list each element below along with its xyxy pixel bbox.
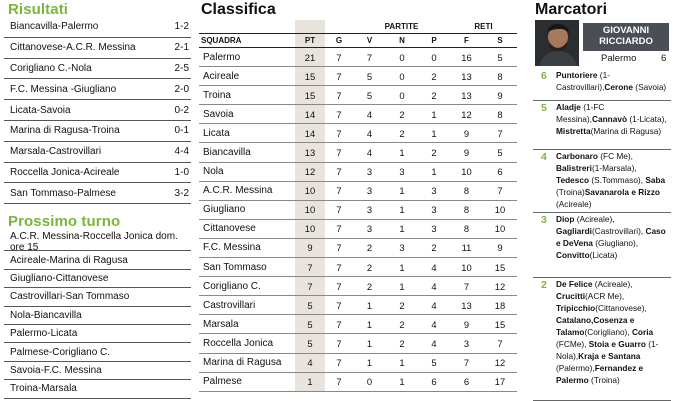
fixture-row	[4, 362, 191, 380]
team-name: Savoia	[199, 105, 295, 124]
team-name: Corigliano C.	[199, 277, 295, 296]
team-name: Castrovillari	[199, 296, 295, 315]
scorer-group	[533, 277, 671, 401]
stat-cell: 7	[325, 334, 353, 353]
results-title: Risultati	[8, 1, 69, 18]
column-header: F	[450, 34, 483, 48]
top-scorer-card	[535, 20, 669, 66]
stat-cell: 3	[353, 162, 386, 181]
scorer-name: Gagliardi	[556, 226, 592, 236]
scorer-name: Stoia e Guarro	[588, 339, 646, 349]
stat-cell: 1	[386, 372, 418, 391]
stat-cell: 7	[325, 277, 353, 296]
table-row	[199, 86, 517, 105]
fixture-row	[4, 288, 191, 306]
column-header: PT	[295, 34, 325, 48]
stat-cell: 7	[325, 258, 353, 277]
stat-cell: 7	[325, 162, 353, 181]
stat-cell: 7	[325, 105, 353, 124]
team-name: Cittanovese	[199, 219, 295, 238]
team-name: San Tommaso	[199, 258, 295, 277]
stat-cell: 12	[483, 277, 517, 296]
result-score: 0-1	[174, 125, 189, 137]
scorer-group-names	[556, 69, 670, 93]
stat-cell: 10	[295, 181, 325, 200]
stat-cell: 7	[295, 258, 325, 277]
stat-cell: 7	[295, 277, 325, 296]
scorers-title: Marcatori	[535, 1, 608, 18]
scorer-name: Mistretta	[556, 126, 591, 136]
standings-header-row	[199, 34, 517, 48]
stat-cell: 3	[386, 238, 418, 257]
scorer-group-names	[556, 150, 670, 210]
result-match: Licata-Savoia	[10, 104, 71, 116]
table-row	[199, 334, 517, 353]
player-photo	[535, 20, 579, 66]
result-score: 2-1	[174, 42, 189, 54]
table-row	[199, 296, 517, 315]
stat-cell: 0	[386, 48, 418, 67]
result-score: 4-4	[174, 146, 189, 158]
team-name: Marsala	[199, 315, 295, 334]
scorer-team: (Acireale)	[556, 199, 592, 209]
stat-cell: 15	[483, 315, 517, 334]
stat-cell: 1	[418, 162, 450, 181]
scorer-team: (Corigliano),	[584, 327, 632, 337]
scorer-team: (S.	[589, 175, 602, 185]
stat-cell: 7	[450, 277, 483, 296]
stat-cell: 15	[483, 258, 517, 277]
scorer-name: Saba	[645, 175, 666, 185]
stat-cell: 10	[295, 200, 325, 219]
stat-cell: 7	[325, 315, 353, 334]
stat-cell: 7	[325, 143, 353, 162]
team-name: Palmese	[199, 372, 295, 391]
stat-cell: 9	[450, 315, 483, 334]
scorer-group	[533, 100, 671, 150]
stat-cell: 12	[483, 353, 517, 372]
scorer-team: (Acireale),	[574, 214, 615, 224]
reti-group-header: RETI	[450, 20, 517, 34]
team-name: A.C.R. Messina	[199, 181, 295, 200]
stat-cell: 1	[386, 181, 418, 200]
stat-cell: 1	[353, 353, 386, 372]
scorer-name: Cosenza e Talamo	[556, 315, 635, 337]
scorer-name: Tripicchio	[556, 303, 596, 313]
fixture-row	[4, 270, 191, 288]
stat-cell: 5	[483, 143, 517, 162]
result-row	[4, 121, 191, 142]
stat-cell: 17	[483, 372, 517, 391]
stat-cell: 8	[450, 219, 483, 238]
partite-group-header: PARTITE	[353, 20, 450, 34]
stat-cell: 1	[386, 143, 418, 162]
table-row	[199, 67, 517, 86]
result-row	[4, 100, 191, 121]
scorer-name: Balistreri	[556, 163, 592, 173]
fixture-match: Savoia-F.C. Messina	[10, 364, 102, 376]
scorer-group	[533, 68, 671, 101]
scorer-name: Tedesco	[556, 175, 590, 185]
stat-cell: 1	[386, 219, 418, 238]
table-row	[199, 372, 517, 391]
table-row	[199, 200, 517, 219]
stat-cell: 10	[450, 162, 483, 181]
result-score: 2-5	[174, 62, 189, 74]
stat-cell: 5	[353, 67, 386, 86]
stat-cell: 12	[450, 105, 483, 124]
scorer-group	[533, 212, 671, 278]
next-round-list	[4, 230, 191, 399]
result-score: 3-2	[174, 187, 189, 199]
stat-cell: 10	[483, 219, 517, 238]
table-row	[199, 219, 517, 238]
result-row	[4, 17, 191, 38]
stat-cell: 13	[450, 86, 483, 105]
result-match: Marsala-Castrovillari	[10, 146, 102, 158]
scorer-team: Tommaso),	[601, 175, 646, 185]
fixture-row	[4, 230, 191, 253]
stat-cell: 10	[483, 200, 517, 219]
stat-cell: 14	[295, 124, 325, 143]
stat-cell: 7	[325, 124, 353, 143]
fixture-match: Palmese-Corigliano C.	[10, 346, 111, 358]
result-match: Biancavilla-Palermo	[10, 21, 99, 33]
stat-cell: 7	[483, 334, 517, 353]
stat-cell: 5	[353, 86, 386, 105]
result-row	[4, 142, 191, 163]
stat-cell: 16	[450, 48, 483, 67]
scorer-team: (Giugliano),	[592, 238, 639, 248]
scorer-group-goals: 5	[541, 102, 547, 114]
scorer-name: Vena	[573, 238, 593, 248]
standings-table	[199, 20, 517, 392]
stat-cell: 2	[418, 86, 450, 105]
stat-cell: 1	[418, 124, 450, 143]
stat-cell: 2	[353, 277, 386, 296]
scorer-name: De Felice	[556, 279, 593, 289]
scorer-team: (Palermo),	[556, 363, 595, 373]
stat-cell: 4	[418, 258, 450, 277]
scorer-team: (Castrovillari),	[591, 226, 646, 236]
stat-cell: 4	[418, 296, 450, 315]
scorer-team: (ACR Me),	[585, 291, 625, 301]
stat-cell: 11	[450, 238, 483, 257]
table-row	[199, 238, 517, 257]
stat-cell: 5	[295, 315, 325, 334]
stat-cell: 4	[353, 105, 386, 124]
stat-cell: 1	[353, 315, 386, 334]
scorer-group-goals: 2	[541, 279, 547, 291]
table-row	[199, 124, 517, 143]
stat-cell: 6	[418, 372, 450, 391]
scorer-name: Catalano,	[556, 315, 594, 325]
stat-cell: 9	[450, 124, 483, 143]
stat-cell: 15	[295, 67, 325, 86]
stat-cell: 4	[353, 143, 386, 162]
stat-cell: 7	[450, 353, 483, 372]
scorer-name: Cerone	[604, 82, 633, 92]
fixture-row	[4, 343, 191, 361]
stat-cell: 2	[418, 143, 450, 162]
stat-cell: 9	[483, 86, 517, 105]
stat-cell: 1	[386, 258, 418, 277]
table-row	[199, 105, 517, 124]
stat-cell: 7	[325, 86, 353, 105]
stat-cell: 9	[483, 238, 517, 257]
result-score: 0-2	[174, 104, 189, 116]
stat-cell: 5	[418, 353, 450, 372]
stat-cell: 10	[450, 258, 483, 277]
scorer-team: (Savoia)	[633, 82, 667, 92]
stat-cell: 1	[353, 296, 386, 315]
team-name: Biancavilla	[199, 143, 295, 162]
result-row	[4, 38, 191, 59]
result-row	[4, 183, 191, 204]
stat-cell: 7	[325, 353, 353, 372]
scorer-group	[533, 149, 671, 213]
team-name: Licata	[199, 124, 295, 143]
stat-cell: 3	[353, 219, 386, 238]
scorer-name: Aladje	[556, 102, 581, 112]
stat-cell: 21	[295, 48, 325, 67]
scorer-group-goals: 3	[541, 214, 547, 226]
fixture-match: Giugliano-Cittanovese	[10, 272, 109, 284]
stat-cell: 2	[386, 105, 418, 124]
team-name: Roccella Jonica	[199, 334, 295, 353]
scorer-team: (Acireale),	[592, 279, 633, 289]
stat-cell: 7	[325, 238, 353, 257]
stat-cell: 2	[418, 67, 450, 86]
stat-cell: 0	[418, 48, 450, 67]
result-match: Corigliano C.-Nola	[10, 62, 92, 74]
top-scorer-goals: 6	[661, 53, 667, 64]
column-header: G	[325, 34, 353, 48]
column-header: N	[386, 34, 418, 48]
result-score: 2-0	[174, 83, 189, 95]
team-name: F.C. Messina	[199, 238, 295, 257]
stat-cell: 7	[325, 219, 353, 238]
stat-cell: 7	[325, 67, 353, 86]
scorer-team: (Licata)	[589, 250, 618, 260]
stat-cell: 15	[295, 86, 325, 105]
stat-cell: 4	[418, 334, 450, 353]
stat-cell: 2	[418, 238, 450, 257]
scorer-team: (1-Licata),	[627, 114, 667, 124]
fixture-row	[4, 380, 191, 398]
stat-cell: 12	[295, 162, 325, 181]
result-score: 1-0	[174, 166, 189, 178]
fixture-match: Nola-Biancavilla	[10, 309, 82, 321]
stat-cell: 2	[353, 238, 386, 257]
scorer-name: Fernandez e Palermo	[556, 363, 644, 385]
scorer-team: (Troina)	[588, 375, 620, 385]
scorer-team: (Marina di Ragusa)	[590, 126, 662, 136]
top-scorer-name: GIOVANNI RICCIARDO	[583, 23, 669, 51]
stat-cell: 3	[418, 200, 450, 219]
stat-cell: 6	[483, 162, 517, 181]
stat-cell: 6	[450, 372, 483, 391]
stat-cell: 13	[450, 296, 483, 315]
scorer-team: (1-Marsala),	[591, 163, 637, 173]
scorer-name: Puntoriere	[556, 70, 598, 80]
stat-cell: 1	[353, 334, 386, 353]
stat-cell: 18	[483, 296, 517, 315]
result-match: Cittanovese-A.C.R. Messina	[10, 42, 136, 54]
stat-cell: 2	[386, 315, 418, 334]
scorer-team: (FC	[556, 339, 570, 349]
scorer-name: Convitto	[556, 250, 590, 260]
stat-cell: 8	[450, 181, 483, 200]
stat-cell: 5	[295, 296, 325, 315]
stat-cell: 0	[353, 372, 386, 391]
column-header: V	[353, 34, 386, 48]
top-scorer-team: Palermo	[601, 53, 637, 64]
scorer-team: (1-Nola),	[556, 339, 659, 361]
table-row	[199, 353, 517, 372]
stat-cell: 3	[418, 181, 450, 200]
blank-header	[199, 20, 295, 34]
scorer-team: (Troina)	[556, 187, 585, 197]
stat-cell: 2	[353, 258, 386, 277]
fixture-row	[4, 251, 191, 269]
scorer-name: Kraja e Santana	[578, 351, 641, 361]
stat-cell: 3	[386, 162, 418, 181]
scorer-name: Carbonaro	[556, 151, 598, 161]
team-name: Marina di Ragusa	[199, 353, 295, 372]
stat-cell: 0	[386, 86, 418, 105]
scorer-name: Cannavò	[591, 114, 628, 124]
stat-cell: 2	[386, 334, 418, 353]
stat-cell: 1	[418, 105, 450, 124]
scorer-name: Coria	[631, 327, 654, 337]
stat-cell: 8	[483, 67, 517, 86]
results-list	[4, 17, 191, 204]
stat-cell: 7	[325, 372, 353, 391]
team-name: Nola	[199, 162, 295, 181]
stat-cell: 0	[386, 67, 418, 86]
scorer-name: Savanarola e Rizzo	[584, 187, 660, 197]
table-row	[199, 143, 517, 162]
team-name: Acireale	[199, 67, 295, 86]
result-row	[4, 59, 191, 80]
stat-cell: 1	[386, 200, 418, 219]
stat-cell: 1	[386, 277, 418, 296]
stat-cell: 9	[295, 238, 325, 257]
fixture-match: A.C.R. Messina-Roccella Jonica dom. ore 15	[10, 230, 178, 253]
fixture-match: Palermo-Licata	[10, 328, 78, 340]
stat-cell: 2	[386, 296, 418, 315]
stat-cell: 8	[483, 105, 517, 124]
stat-cell: 3	[450, 334, 483, 353]
stat-cell: 7	[325, 181, 353, 200]
stat-cell: 4	[418, 277, 450, 296]
table-row	[199, 277, 517, 296]
stat-cell: 5	[483, 48, 517, 67]
stat-cell: 10	[295, 219, 325, 238]
column-header: P	[418, 34, 450, 48]
result-row	[4, 79, 191, 100]
table-row	[199, 258, 517, 277]
stat-cell: 1	[386, 353, 418, 372]
stat-cell: 7	[325, 200, 353, 219]
column-header: S	[483, 34, 517, 48]
scorer-team: (FC Me),	[597, 151, 633, 161]
stat-cell: 4	[353, 124, 386, 143]
result-match: F.C. Messina -Giugliano	[10, 83, 117, 95]
stat-cell: 5	[295, 334, 325, 353]
fixture-row	[4, 307, 191, 325]
fixture-match: Castrovillari-San Tommaso	[10, 291, 130, 303]
fixture-match: Troina-Marsala	[10, 383, 77, 395]
scorer-name: Caso e De	[556, 226, 666, 248]
stat-cell: 7	[483, 124, 517, 143]
stat-cell: 2	[386, 124, 418, 143]
result-row	[4, 163, 191, 184]
scorer-group-names	[556, 278, 670, 386]
table-row	[199, 162, 517, 181]
column-header: SQUADRA	[199, 34, 295, 48]
scorer-team: (Cittanovese),	[595, 303, 647, 313]
scorer-group-names	[556, 101, 670, 137]
table-row	[199, 48, 517, 67]
team-name: Troina	[199, 86, 295, 105]
team-name: Giugliano	[199, 200, 295, 219]
stat-cell: 8	[450, 200, 483, 219]
scorer-group-names	[556, 213, 670, 261]
table-row	[199, 181, 517, 200]
scorer-team: Me),	[569, 339, 589, 349]
stat-cell: 4	[418, 315, 450, 334]
stat-cell: 9	[450, 143, 483, 162]
fixture-match: Acireale-Marina di Ragusa	[10, 254, 128, 266]
stat-cell: 13	[450, 67, 483, 86]
standings-title: Classifica	[201, 1, 276, 18]
stat-cell: 13	[295, 143, 325, 162]
scorer-team: (1-Castrovillari),	[556, 70, 610, 92]
scorer-team: (1-FC Messina),	[556, 102, 605, 124]
stat-cell: 14	[295, 105, 325, 124]
result-match: San Tommaso-Palmese	[10, 187, 116, 199]
stat-cell: 3	[353, 200, 386, 219]
table-row	[199, 315, 517, 334]
stat-cell: 1	[295, 372, 325, 391]
team-name: Palermo	[199, 48, 295, 67]
result-match: Marina di Ragusa-Troina	[10, 125, 120, 137]
scorer-name: Crucitti	[556, 291, 586, 301]
stat-cell: 3	[418, 219, 450, 238]
result-match: Roccella Jonica-Acireale	[10, 166, 120, 178]
stat-cell: 7	[325, 296, 353, 315]
scorer-name: Diop	[556, 214, 575, 224]
fixture-row	[4, 325, 191, 343]
stat-cell: 7	[325, 48, 353, 67]
stat-cell: 7	[483, 181, 517, 200]
next-round-title: Prossimo turno	[8, 213, 121, 230]
stat-cell: 3	[353, 181, 386, 200]
result-score: 1-2	[174, 21, 189, 33]
stat-cell: 4	[295, 353, 325, 372]
scorer-group-goals: 6	[541, 70, 547, 82]
stat-cell: 7	[353, 48, 386, 67]
scorer-group-goals: 4	[541, 151, 547, 163]
